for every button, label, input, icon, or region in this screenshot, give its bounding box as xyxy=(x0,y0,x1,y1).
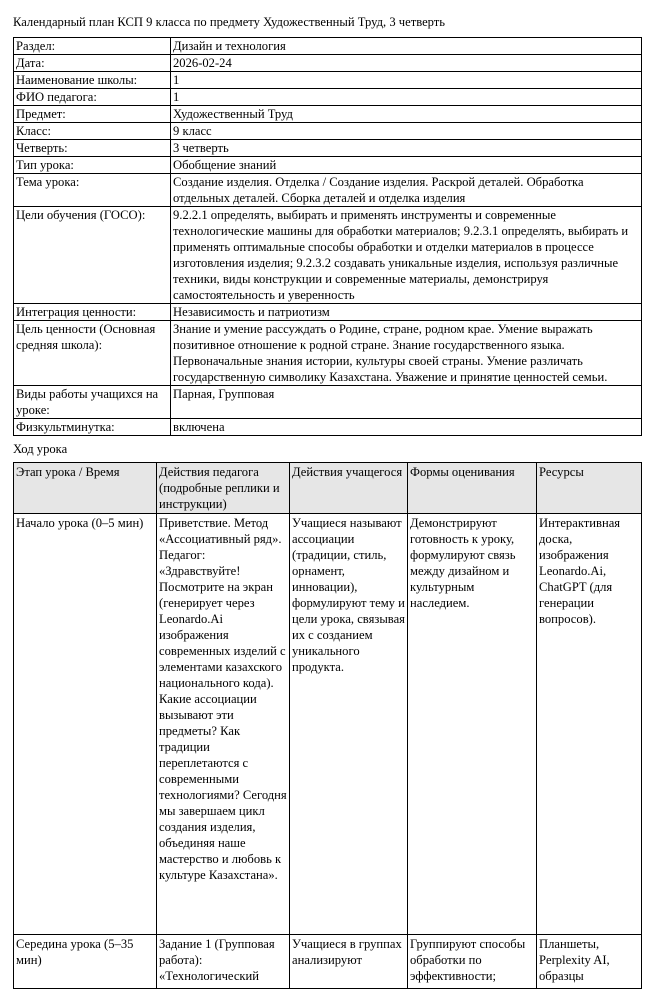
info-row xyxy=(14,419,642,436)
info-value: Дизайн и технология xyxy=(171,38,642,55)
info-value: Создание изделия. Отделка / Создание изделия. Раскрой деталей. Обработка отдельных деталей. Сборка деталей и отделка изделия xyxy=(171,174,642,207)
plan-column-header: Этап урока / Время xyxy=(14,463,157,514)
info-value: 3 четверть xyxy=(171,140,642,157)
stage-cell: Начало урока (0–5 мин) xyxy=(14,514,157,935)
info-value: включена xyxy=(171,419,642,436)
info-value: Знание и умение рассуждать о Родине, стране, родном крае. Умение выражать позитивное отношение к родной стране. Знание государственного языка. Первоначальные знания истории, культуры своей страны. Умение различать государственную символику Казахстана. Уважение и принятие ценностей семьи. xyxy=(171,321,642,386)
student-actions-cell: Учащиеся в группах анализируют xyxy=(290,935,408,989)
info-row xyxy=(14,123,642,140)
info-row xyxy=(14,38,642,55)
info-value: 9 класс xyxy=(171,123,642,140)
info-label: Виды работы учащихся на уроке: xyxy=(14,386,171,419)
plan-column-header: Действия педагога (подробные реплики и инструкции) xyxy=(157,463,290,514)
plan-row xyxy=(14,935,642,989)
info-label: Цель ценности (Основная средняя школа): xyxy=(14,321,171,386)
resources-cell: Планшеты, Perplexity AI, образцы xyxy=(537,935,642,989)
info-value: Независимость и патриотизм xyxy=(171,304,642,321)
plan-column-header: Формы оценивания xyxy=(408,463,537,514)
lesson-info-table xyxy=(13,37,642,436)
resources-cell: Интерактивная доска, изображения Leonardo.Ai, ChatGPT (для генерации вопросов). xyxy=(537,514,642,935)
info-label: Четверть: xyxy=(14,140,171,157)
info-row xyxy=(14,89,642,106)
plan-column-header: Ресурсы xyxy=(537,463,642,514)
student-actions-cell: Учащиеся называют ассоциации (традиции, стиль, орнамент, инновации), формулируют тему и цели урока, связывая их с созданием уникального продукта. xyxy=(290,514,408,935)
info-row xyxy=(14,157,642,174)
info-row xyxy=(14,106,642,123)
plan-row xyxy=(14,514,642,935)
info-label: Раздел: xyxy=(14,38,171,55)
info-row xyxy=(14,386,642,419)
info-label: Физкультминутка: xyxy=(14,419,171,436)
info-label: Дата: xyxy=(14,55,171,72)
plan-header-row xyxy=(14,463,642,514)
info-row xyxy=(14,140,642,157)
info-row xyxy=(14,304,642,321)
teacher-actions-cell: Задание 1 (Групповая работа): «Технологический xyxy=(157,935,290,989)
info-label: Интеграция ценности: xyxy=(14,304,171,321)
info-row xyxy=(14,321,642,386)
info-value: Обобщение знаний xyxy=(171,157,642,174)
info-label: Тип урока: xyxy=(14,157,171,174)
info-value: 1 xyxy=(171,89,642,106)
info-label: ФИО педагога: xyxy=(14,89,171,106)
info-label: Наименование школы: xyxy=(14,72,171,89)
document-title: Календарный план КСП 9 класса по предмету Художественный Труд, 3 четверть xyxy=(13,15,446,29)
info-value: Парная, Групповая xyxy=(171,386,642,419)
info-row xyxy=(14,174,642,207)
stage-cell: Середина урока (5–35 мин) xyxy=(14,935,157,989)
info-row xyxy=(14,55,642,72)
info-row xyxy=(14,207,642,304)
info-value: 9.2.2.1 определять, выбирать и применять инструменты и современные технологические машины для обработки материалов; 9.2.3.1 определять, выбирать и применять оптимальные способы обработки и отделки материалов в процессе изготовления изделия; 9.2.3.2 создавать уникальные изделия, используя различные техники, виды конструкции и современные материалы, демонстрируя самостоятельность и уверенность xyxy=(171,207,642,304)
info-label: Предмет: xyxy=(14,106,171,123)
info-row xyxy=(14,72,642,89)
info-label: Цели обучения (ГОСО): xyxy=(14,207,171,304)
lesson-plan-table xyxy=(13,462,642,989)
assessment-cell: Демонстрируют готовность к уроку, формулируют связь между дизайном и культурным наследием. xyxy=(408,514,537,935)
info-value: 1 xyxy=(171,72,642,89)
info-value: Художественный Труд xyxy=(171,106,642,123)
info-label: Класс: xyxy=(14,123,171,140)
teacher-actions-cell: Приветствие. Метод «Ассоциативный ряд». Педагог: «Здравствуйте! Посмотрите на экран (генерирует через Leonardo.Ai изображения современных изделий с элементами казахского национального кода). Какие ассоциации вызывают эти предметы? Как традиции переплетаются с современными технологиями? Сегодня мы завершаем цикл создания изделия, объединяя наше мастерство и любовь к культуре Казахстана». xyxy=(157,514,290,935)
plan-column-header: Действия учащегося xyxy=(290,463,408,514)
info-label: Тема урока: xyxy=(14,174,171,207)
info-value: 2026-02-24 xyxy=(171,55,642,72)
assessment-cell: Группируют способы обработки по эффективности; xyxy=(408,935,537,989)
section-title: Ход урока xyxy=(13,442,68,456)
